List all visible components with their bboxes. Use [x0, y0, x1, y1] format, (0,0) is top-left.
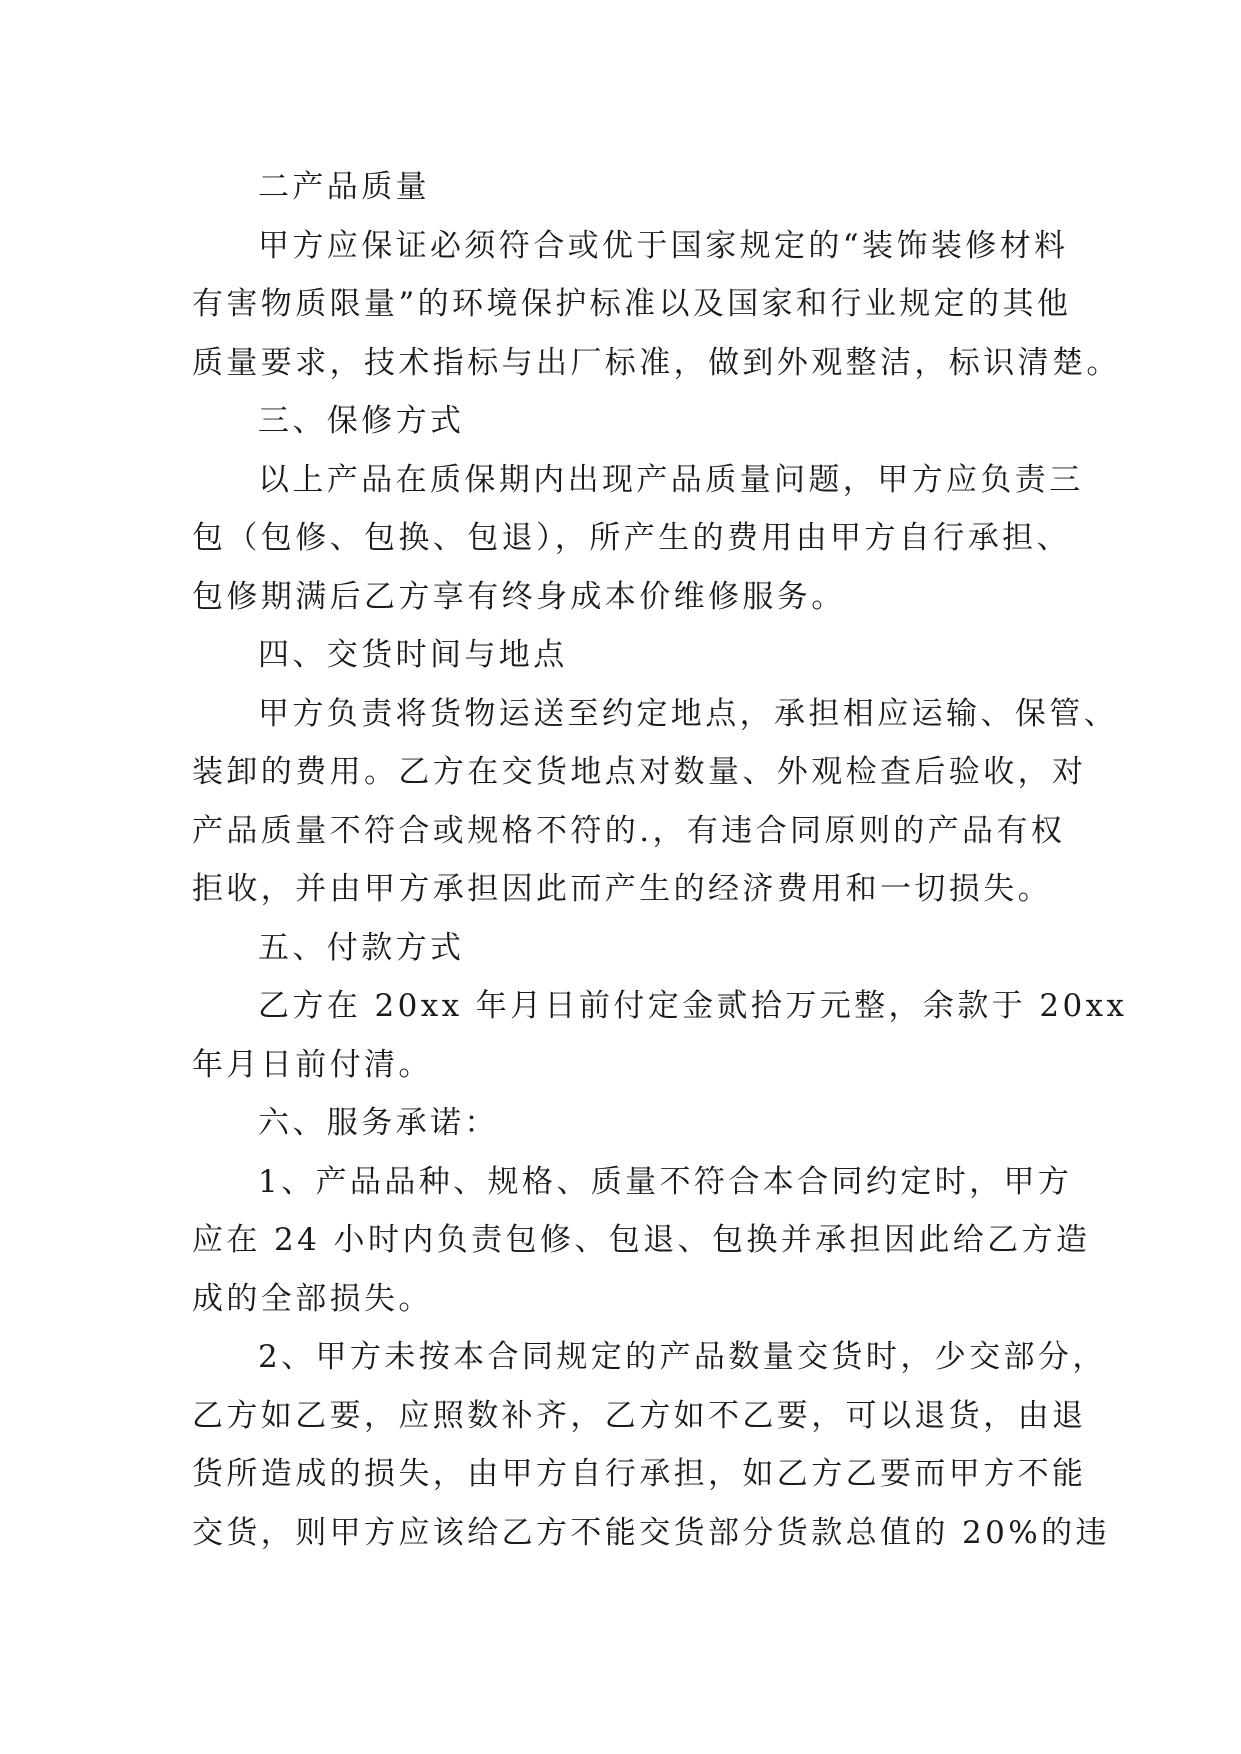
paragraph-line: 乙方如乙要，应照数补齐，乙方如不乙要，可以退货，由退 — [192, 1397, 1087, 1434]
paragraph-line: 交货，则甲方应该给乙方不能交货部分货款总值的 20%的违 — [192, 1514, 1110, 1551]
paragraph-line: 产品质量不符合或规格不符的.，有违合同原则的产品有权 — [192, 812, 1066, 849]
paragraph-line: 甲方应保证必须符合或优于国家规定的“装饰装修材料 — [258, 227, 1069, 264]
paragraph-line: 装卸的费用。乙方在交货地点对数量、外观检查后验收，对 — [192, 754, 1087, 790]
paragraph-line: 包修期满后乙方享有终身成本价维修服务。 — [192, 578, 846, 615]
paragraph-line: 成的全部损失。 — [192, 1280, 433, 1317]
paragraph-line: 2、甲方未按本合同规定的产品数量交货时，少交部分， — [258, 1339, 1107, 1375]
heading-warranty-method: 三、保修方式 — [258, 403, 465, 439]
paragraph-line: 质量要求，技术指标与出厂标准，做到外观整洁，标识清楚。 — [192, 344, 1121, 381]
heading-payment-method: 五、付款方式 — [258, 929, 465, 966]
paragraph-line: 有害物质限量”的环境保护标准以及国家和行业规定的其他 — [192, 286, 1072, 322]
heading-delivery-time-place: 四、交货时间与地点 — [258, 637, 568, 673]
heading-service-commitment: 六、服务承诺： — [258, 1105, 499, 1141]
paragraph-line: 1、产品品种、规格、质量不符合本合同约定时，甲方 — [258, 1163, 1073, 1200]
document-body — [192, 158, 1128, 1562]
paragraph-line: 乙方在 20xx 年月日前付定金贰拾万元整，余款于 20xx — [258, 988, 1128, 1024]
paragraph-line: 拒收，并由甲方承担因此而产生的经济费用和一切损失。 — [192, 871, 1052, 907]
paragraph-line: 甲方负责将货物运送至约定地点，承担相应运输、保管、 — [258, 695, 1118, 732]
paragraph-line: 年月日前付清。 — [192, 1046, 433, 1083]
paragraph-line: 应在 24 小时内负责包修、包退、包换并承担因此给乙方造 — [192, 1222, 1091, 1258]
paragraph-line: 货所造成的损失，由甲方自行承担，如乙方乙要而甲方不能 — [192, 1456, 1087, 1492]
heading-product-quality: 二产品质量 — [258, 169, 430, 205]
paragraph-line: 包（包修、包换、包退），所产生的费用由甲方自行承担、 — [192, 520, 1071, 556]
paragraph-line: 以上产品在质保期内出现产品质量问题，甲方应负责三 — [258, 461, 1084, 498]
